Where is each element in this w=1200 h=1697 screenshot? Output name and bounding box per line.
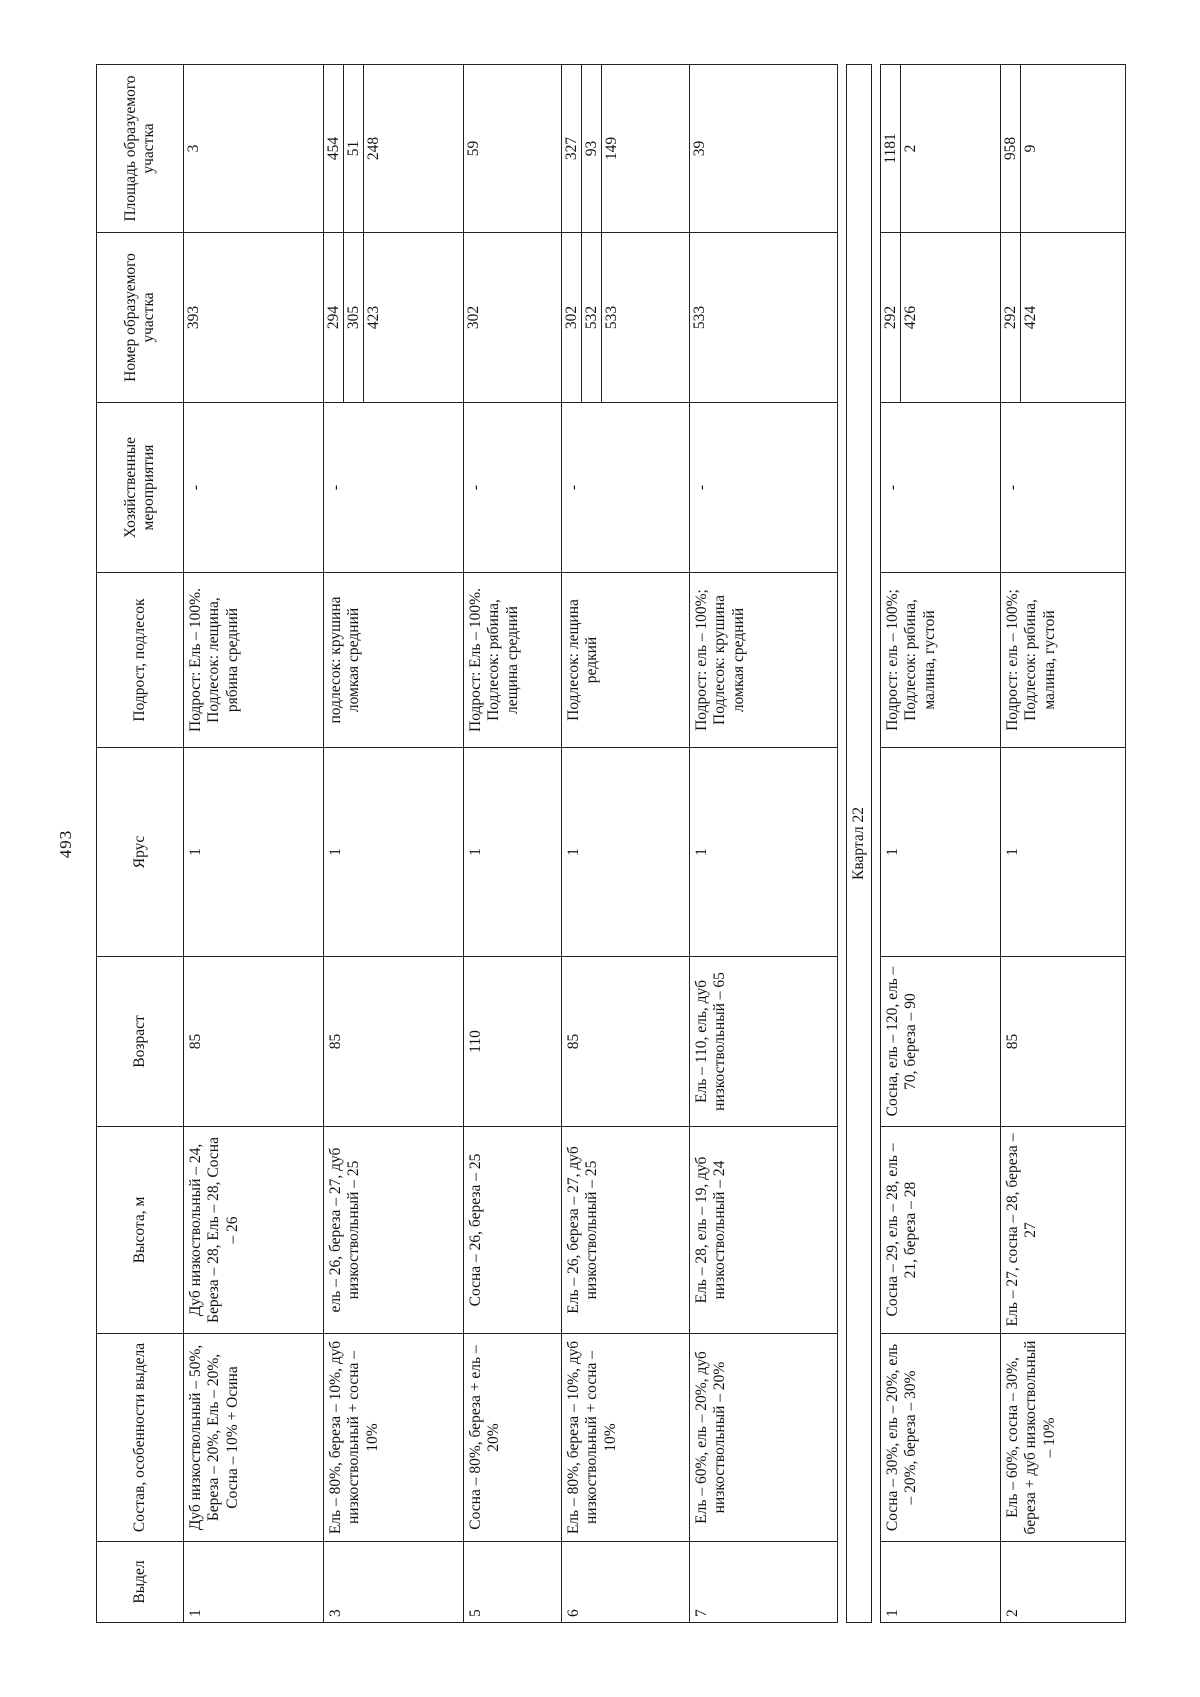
cell-sostav: Дуб низкоствольный – 50%, Береза – 20%, Ель – 20%, Сосна – 10% + Осина bbox=[184, 1334, 324, 1542]
cell-yarus: 1 bbox=[881, 748, 1001, 957]
cell-yarus: 1 bbox=[184, 748, 324, 957]
cell-meropriyatiya: - bbox=[562, 403, 690, 573]
cell-yarus: 1 bbox=[464, 748, 562, 957]
cell-ploshad-value: 9 bbox=[1022, 144, 1039, 153]
spacer-row bbox=[838, 65, 847, 1623]
cell-ploshad-value: 51 bbox=[344, 65, 364, 232]
cell-ploshad-value: 2 bbox=[902, 144, 919, 153]
cell-vysota: Ель – 28, ель – 19, дуб низкоствольный – 24 bbox=[690, 1127, 838, 1334]
spacer-cell bbox=[872, 65, 881, 1623]
cell-vozrast: Ель – 110, ель, дуб низкоствольный – 65 bbox=[690, 957, 838, 1127]
cell-ploshad-value: 248 bbox=[365, 136, 382, 161]
cell-nomer-value: 292 bbox=[1001, 233, 1021, 402]
cell-meropriyatiya: - bbox=[324, 403, 464, 573]
cell-yarus: 1 bbox=[562, 748, 690, 957]
cell-nomer-value: 533 bbox=[691, 305, 708, 330]
cell-ploshad-value: 454 bbox=[324, 65, 344, 232]
cell-vydel: 3 bbox=[324, 1542, 464, 1623]
cell-vozrast: 110 bbox=[464, 957, 562, 1127]
cell-nomer-value: 292 bbox=[881, 233, 901, 402]
cell-vydel: 6 bbox=[562, 1542, 690, 1623]
cell-vydel: 7 bbox=[690, 1542, 838, 1623]
spacer-cell bbox=[838, 65, 847, 1623]
cell-yarus: 1 bbox=[324, 748, 464, 957]
cell-sostav: Ель – 80%, береза – 10%, дуб низкоствольный + сосна – 10% bbox=[324, 1334, 464, 1542]
cell-vozrast: Сосна, ель – 120, ель – 70, береза – 90 bbox=[881, 957, 1001, 1127]
cell-meropriyatiya: - bbox=[1001, 403, 1126, 573]
header-vysota: Высота, м bbox=[97, 1127, 184, 1334]
cell-meropriyatiya: - bbox=[881, 403, 1001, 573]
rotated-page bbox=[56, 65, 1058, 1623]
cell-nomer-value: 426 bbox=[902, 305, 919, 330]
cell-vydel: 5 bbox=[464, 1542, 562, 1623]
cell-nomer-value: 302 bbox=[562, 233, 582, 402]
cell-vozrast: 85 bbox=[562, 957, 690, 1127]
cell-ploshad-value: 149 bbox=[603, 136, 620, 161]
cell-vysota: Сосна – 29, ель – 28, ель – 21, береза – 28 bbox=[881, 1127, 1001, 1334]
cell-sostav: Ель – 80%, береза – 10%, дуб низкоствольный + сосна – 10% bbox=[562, 1334, 690, 1542]
cell-vydel: 1 bbox=[184, 1542, 324, 1623]
cell-meropriyatiya: - bbox=[464, 403, 562, 573]
cell-podrost: Подрост: Ель – 100%. Подлесок: лещина, рябина средний bbox=[184, 573, 324, 748]
cell-ploshad-value: 958 bbox=[1001, 65, 1021, 232]
cell-ploshad bbox=[184, 65, 324, 233]
cell-nomer-value: 423 bbox=[365, 305, 382, 330]
cell-nomer bbox=[464, 233, 562, 403]
cell-ploshad-value: 327 bbox=[562, 65, 582, 232]
table-row bbox=[690, 65, 838, 1623]
cell-ploshad bbox=[464, 65, 562, 233]
table-row bbox=[184, 65, 324, 1623]
cell-ploshad bbox=[562, 65, 690, 233]
cell-yarus: 1 bbox=[690, 748, 838, 957]
cell-vozrast: 85 bbox=[184, 957, 324, 1127]
cell-podrost: Подрост: Ель – 100%. Подлесок: рябина, лещина средний bbox=[464, 573, 562, 748]
cell-vozrast: 85 bbox=[1001, 957, 1126, 1127]
cell-nomer bbox=[562, 233, 690, 403]
cell-podrost: Подрост: ель – 100%; Подлесок: рябина, малина, густой bbox=[1001, 573, 1126, 748]
cell-podrost: Подрост: ель – 100%; Подлесок: крушина ломкая средний bbox=[690, 573, 838, 748]
header-row bbox=[97, 65, 184, 1623]
cell-vysota: Ель – 26, береза – 27, дуб низкоствольный – 25 bbox=[562, 1127, 690, 1334]
header-meropriyatiya: Хозяйственные мероприятия bbox=[97, 403, 184, 573]
cell-nomer bbox=[881, 233, 1001, 403]
cell-nomer bbox=[690, 233, 838, 403]
header-nomer: Номер образуемого участка bbox=[97, 233, 184, 403]
cell-ploshad-value: 1181 bbox=[881, 65, 901, 232]
cell-ploshad-value: 39 bbox=[691, 140, 708, 157]
cell-ploshad bbox=[690, 65, 838, 233]
header-sostav: Состав, особенности выдела bbox=[97, 1334, 184, 1542]
cell-nomer-value: 305 bbox=[344, 233, 364, 402]
cell-podrost: Подрост: ель – 100%; Подлесок: рябина, малина, густой bbox=[881, 573, 1001, 748]
cell-podrost: Подлесок: лещина редкий bbox=[562, 573, 690, 748]
cell-ploshad bbox=[1001, 65, 1126, 233]
cell-ploshad-value: 59 bbox=[465, 140, 482, 157]
cell-sostav: Ель – 60%, ель – 20%, дуб низкоствольный – 20% bbox=[690, 1334, 838, 1542]
quarter-row bbox=[847, 65, 872, 1623]
cell-vozrast: 85 bbox=[324, 957, 464, 1127]
cell-podrost: подлесок: крушина ломкая средний bbox=[324, 573, 464, 748]
cell-vysota: ель – 26, береза – 27, дуб низкоствольный – 25 bbox=[324, 1127, 464, 1334]
cell-vysota: Сосна – 26, береза – 25 bbox=[464, 1127, 562, 1334]
cell-nomer bbox=[184, 233, 324, 403]
cell-vydel: 1 bbox=[881, 1542, 1001, 1623]
cell-nomer-value: 294 bbox=[324, 233, 344, 402]
cell-ploshad bbox=[881, 65, 1001, 233]
header-ploshad: Площадь образуемого участка bbox=[97, 65, 184, 233]
quarter-label: Квартал 22 bbox=[847, 65, 872, 1623]
cell-ploshad-value: 93 bbox=[582, 65, 602, 232]
spacer-row bbox=[872, 65, 881, 1623]
cell-yarus: 1 bbox=[1001, 748, 1126, 957]
cell-nomer-value: 532 bbox=[582, 233, 602, 402]
cell-sostav: Сосна – 80%, береза + ель – 20% bbox=[464, 1334, 562, 1542]
cell-vysota: Ель – 27, сосна – 28, береза – 27 bbox=[1001, 1127, 1126, 1334]
table-row bbox=[1001, 65, 1126, 1623]
header-vozrast: Возраст bbox=[97, 957, 184, 1127]
table-row bbox=[464, 65, 562, 1623]
forest-table bbox=[96, 64, 1126, 1623]
cell-meropriyatiya: - bbox=[184, 403, 324, 573]
cell-nomer-value: 533 bbox=[603, 305, 620, 330]
cell-nomer bbox=[1001, 233, 1126, 403]
cell-ploshad bbox=[324, 65, 464, 233]
cell-meropriyatiya: - bbox=[690, 403, 838, 573]
table-row bbox=[881, 65, 1001, 1623]
page-number: 493 bbox=[56, 829, 75, 859]
cell-nomer-value: 393 bbox=[185, 305, 202, 330]
header-vydel: Выдел bbox=[97, 1542, 184, 1623]
cell-nomer-value: 424 bbox=[1022, 305, 1039, 330]
table-row bbox=[324, 65, 464, 1623]
cell-vysota: Дуб низкоствольный – 24, Береза – 28, Ель – 28, Сосна – 26 bbox=[184, 1127, 324, 1334]
cell-nomer bbox=[324, 233, 464, 403]
cell-ploshad-value: 3 bbox=[185, 144, 202, 153]
cell-sostav: Ель – 60%, сосна – 30%, береза + дуб низкоствольный – 10% bbox=[1001, 1334, 1126, 1542]
header-yarus: Ярус bbox=[97, 748, 184, 957]
cell-sostav: Сосна – 30%, ель – 20%, ель – 20%, береза – 30% bbox=[881, 1334, 1001, 1542]
cell-vydel: 2 bbox=[1001, 1542, 1126, 1623]
header-podrost: Подрост, подлесок bbox=[97, 573, 184, 748]
table-row bbox=[562, 65, 690, 1623]
cell-nomer-value: 302 bbox=[465, 305, 482, 330]
